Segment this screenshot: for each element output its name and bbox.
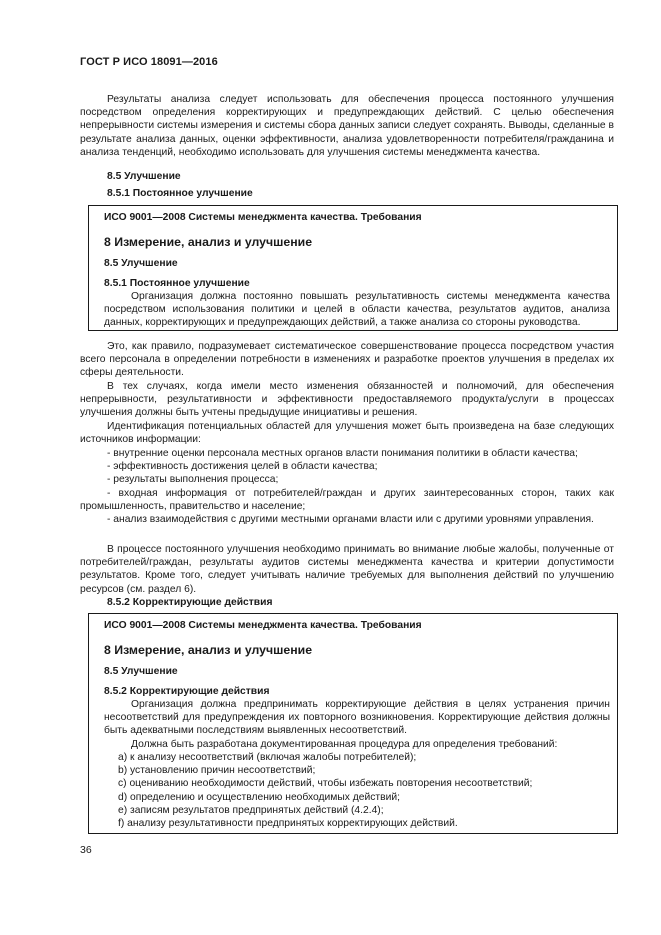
standard-header: ГОСТ Р ИСО 18091—2016: [80, 56, 218, 68]
list-item: c) оцениванию необходимости действий, чтобы избежать повторения несоответствий;: [118, 778, 533, 790]
list-item: b) установлению причин несоответствий;: [118, 765, 316, 777]
paragraph-participation: Это, как правило, подразумевает систематическое совершенствование процесса посредством участия всего персонала в определении потребности в изменениях и разработке проектов улучшения в пределах их сферы деятельности.: [80, 341, 614, 379]
list-item: d) определению и осуществлению необходимых действий;: [118, 791, 400, 803]
box-requirement-text: Организация должна постоянно повышать результативность системы менеджмента качества посредством использования политики и целей в области качества, результатов аудитов, анализа данных, корректирующих и предупреждающих действий, а также анализа со стороны руководства.: [104, 291, 610, 329]
list-item: a) к анализу несоответствий (включая жалобы потребителей);: [118, 752, 417, 763]
box-heading-8-5: 8.5 Улучшение: [104, 258, 178, 269]
box-heading-8-5: 8.5 Улучшение: [104, 666, 178, 677]
box-heading-8-5-2: 8.5.2 Корректирующие действия: [104, 686, 270, 697]
intro-paragraph: Результаты анализа следует использовать для обеспечения процесса постоянного улучшения посредством определения корректирующих и предупреждающих действий. С целью обеспечения непрерывности системы измерения и системы сбора данных записи следует сохранять. Выводы, сделанные в результате анализа данных, оценки эффективности, анализа удовлетворенности потребителя/гражданина и анализа тенденций, необходимо использовать для улучшения системы менеджмента качества.: [80, 94, 614, 158]
box-heading-8: 8 Измерение, анализ и улучшение: [104, 235, 313, 249]
paragraph-continuity: В тех случаях, когда имели место изменения обязанностей и полномочий, для обеспечения непрерывности, результативности и эффективности предоставляемого продукта/услуги в процессах улучшения должны быть учтены предыдущие инициативы и решения.: [80, 381, 614, 419]
information-sources-list: [80, 447, 614, 526]
box-heading-8: 8 Измерение, анализ и улучшение: [104, 643, 313, 657]
iso-quote-box-8-5-2: [88, 613, 618, 834]
list-item: - входная информация от потребителей/граждан и других заинтересованных сторон, таких как промышленность, правительство и население;: [80, 487, 614, 512]
box-standard-title: ИСО 9001—2008 Системы менеджмента качества. Требования: [104, 212, 422, 223]
box-corrective-text: Организация должна предпринимать корректирующие действия в целях устранения причин несоответствий для предупреждения их повторного возникновения. Корректирующие действия должны быть адекватными последствиям выявленных несоответствий.: [104, 699, 610, 737]
list-item: f) анализу результативности предпринятых корректирующих действий.: [118, 818, 458, 830]
section-heading-8-5: 8.5 Улучшение: [107, 171, 181, 182]
page-number: 36: [80, 844, 92, 856]
box-heading-8-5-1: 8.5.1 Постоянное улучшение: [104, 278, 250, 289]
paragraph-identification: Идентификация потенциальных областей для улучшения может быть произведена на базе следующих источников информации:: [80, 421, 614, 446]
box-procedure-text: Должна быть разработана документированная процедура для определения требований:: [131, 739, 558, 750]
box-requirements-list: [104, 751, 610, 830]
list-item: - внутренние оценки персонала местных органов власти понимания политики в области качества;: [107, 448, 578, 459]
list-item: - эффективность достижения целей в области качества;: [107, 461, 378, 473]
list-item: - результаты выполнения процесса;: [107, 474, 279, 486]
paragraph-complaints: В процессе постоянного улучшения необходимо принимать во внимание любые жалобы, полученные от потребителей/граждан, результаты аудитов системы менеджмента качества и критерии допустимости результатов. Кроме того, следует учитывать наличие требуемых для выполнения действий по улучшению ресурсов (см. раздел 6).: [80, 544, 614, 595]
list-item: - анализ взаимодействия с другими местными органами власти или с другими уровнями управления.: [107, 514, 594, 526]
iso-quote-box-8-5-1: [88, 205, 618, 331]
section-heading-8-5-2: 8.5.2 Корректирующие действия: [107, 597, 273, 608]
box-standard-title: ИСО 9001—2008 Системы менеджмента качества. Требования: [104, 620, 422, 631]
section-heading-8-5-1: 8.5.1 Постоянное улучшение: [107, 188, 253, 199]
list-item: e) записям результатов предпринятых действий (4.2.4);: [118, 804, 384, 816]
